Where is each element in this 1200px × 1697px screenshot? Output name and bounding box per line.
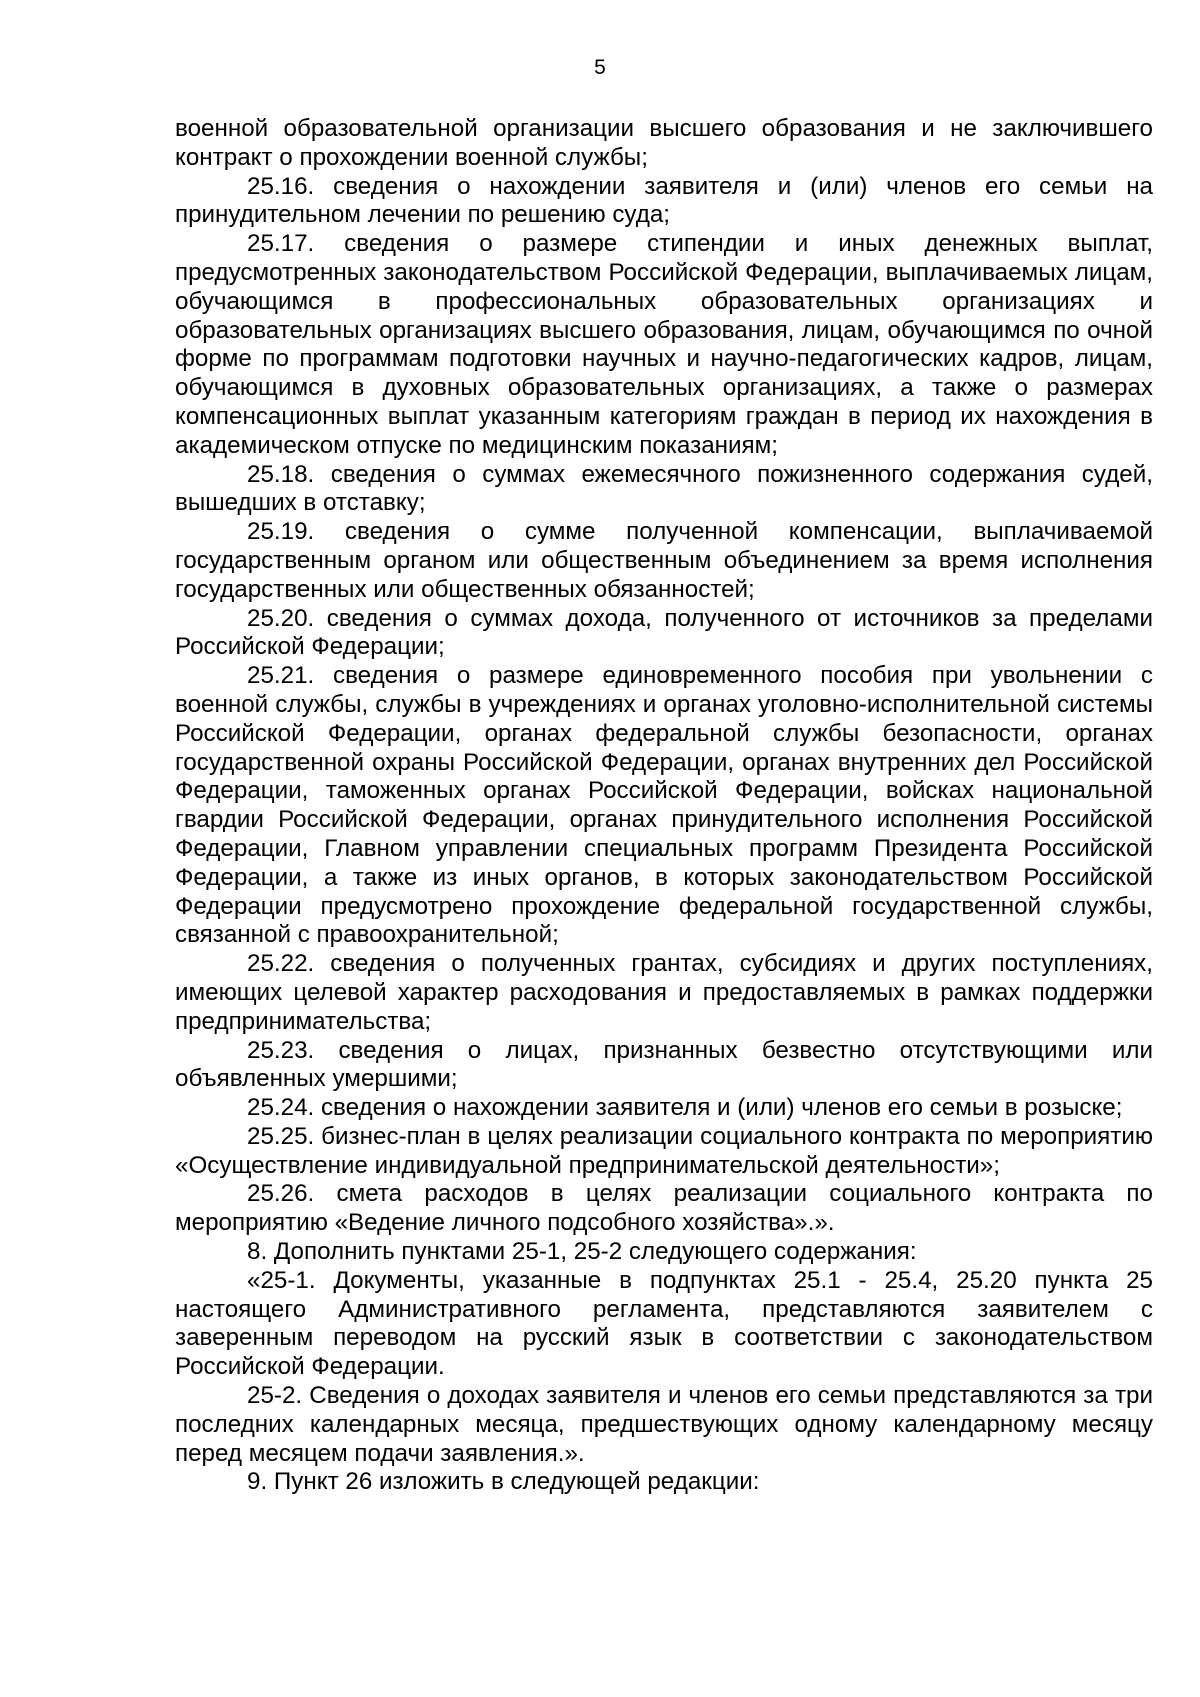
paragraph: 25-2. Сведения о доходах заявителя и членов его семьи представляются за три последних календарных месяца, предшествующих одному календарному месяцу перед месяцем подачи заявления.». — [175, 1382, 1153, 1467]
paragraph: «25-1. Документы, указанные в подпунктах 25.1 - 25.4, 25.20 пункта 25 настоящего Административного регламента, представляются заявителем с заверенным переводом на русский язык в соответствии с законодательством Российской Федерации. — [175, 1266, 1153, 1381]
page-number: 5 — [594, 56, 606, 79]
paragraph: 25.26. смета расходов в целях реализации социального контракта по мероприятию «Ведение личного подсобного хозяйства».». — [175, 1180, 1153, 1237]
paragraph: 25.21. сведения о размере единовременного пособия при увольнении с военной службы, службы в учреждениях и органах уголовно-исполнительной системы Российской Федерации, органах федеральной службы безопасности, органах государственной охраны Российской Федерации, органах внутренних дел Российской Федерации, таможенных органах Российской Федерации, войсках национальной гвардии Российской Федерации, органах принудительного исполнения Российской Федерации, Главном управлении специальных программ Президента Российской Федерации, а также из иных органов, в которых законодательством Российской Федерации предусмотрено прохождение федеральной государственной службы, связанной с правоохранительной; — [175, 662, 1153, 949]
paragraph: 25.19. сведения о сумме полученной компенсации, выплачиваемой государственным органом или общественным объединением за время исполнения государственных или общественных обязанностей; — [175, 518, 1153, 603]
document-body — [175, 115, 1153, 1497]
paragraph: 25.22. сведения о полученных грантах, субсидиях и других поступлениях, имеющих целевой характер расходования и предоставляемых в рамках поддержки предпринимательства; — [175, 950, 1153, 1035]
paragraph: 25.20. сведения о суммах дохода, полученного от источников за пределами Российской Федерации; — [175, 604, 1153, 661]
paragraph: 25.16. сведения о нахождении заявителя и (или) членов его семьи на принудительном лечении по решению суда; — [175, 172, 1153, 229]
paragraph: 8. Дополнить пунктами 25-1, 25-2 следующего содержания: — [247, 1238, 917, 1266]
paragraph: 25.24. сведения о нахождении заявителя и (или) членов его семьи в розыске; — [247, 1094, 1123, 1122]
paragraph: 25.23. сведения о лицах, признанных безвестно отсутствующими или объявленных умершими; — [175, 1036, 1153, 1093]
paragraph: 25.18. сведения о суммах ежемесячного пожизненного содержания судей, вышедших в отставку; — [175, 460, 1153, 517]
paragraph: 25.17. сведения о размере стипендии и иных денежных выплат, предусмотренных законодательством Российской Федерации, выплачиваемых лицам, обучающимся в профессиональных образовательных организациях и образовательных организациях высшего образования, лицам, обучающимся по очной форме по программам подготовки научных и научно-педагогических кадров, лицам, обучающимся в духовных образовательных организациях, а также о размерах компенсационных выплат указанным категориям граждан в период их нахождения в академическом отпуске по медицинским показаниям; — [175, 230, 1153, 459]
paragraph: 9. Пункт 26 изложить в следующей редакции: — [247, 1468, 760, 1496]
paragraph: 25.25. бизнес-план в целях реализации социального контракта по мероприятию «Осуществление индивидуальной предпринимательской деятельности»; — [175, 1122, 1153, 1179]
paragraph: военной образовательной организации высшего образования и не заключившего контракт о прохождении военной службы; — [175, 115, 1153, 171]
